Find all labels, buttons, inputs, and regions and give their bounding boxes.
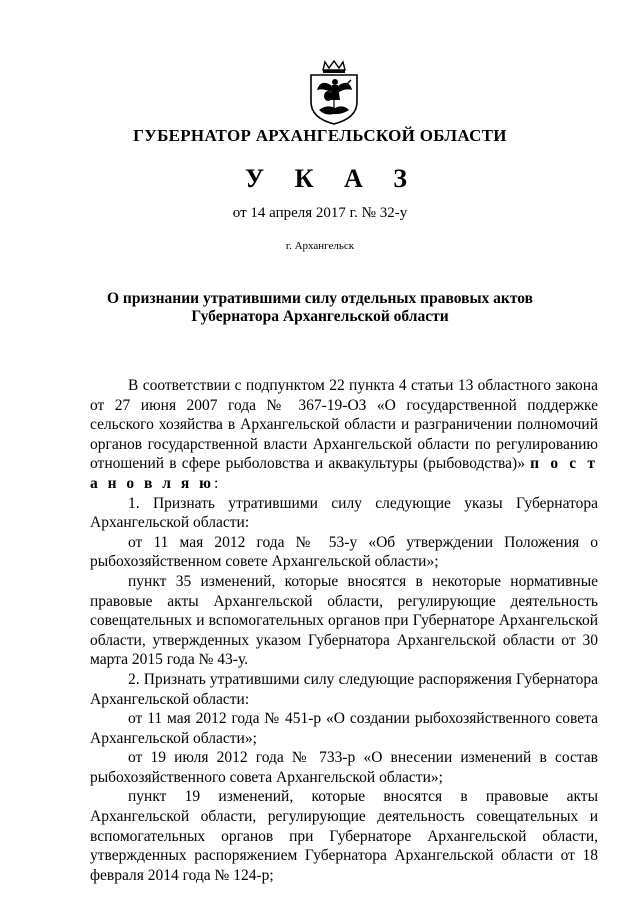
preamble-paragraph xyxy=(90,376,598,494)
heading-line-1: О признании утратившими силу отдельных правовых актов xyxy=(106,290,533,307)
item-2-a: от 11 мая 2012 года № 451-р «О создании рыбохозяйственного совета Архангельской области»; xyxy=(90,710,598,747)
item-2-intro: 2. Признать утратившими силу следующие распоряжения Губернатора Архангельской области: xyxy=(90,670,598,708)
document-heading xyxy=(0,290,640,326)
decree-colon: : xyxy=(213,474,219,492)
document-body xyxy=(90,376,598,885)
decree-word: п о с т а н о в л я ю xyxy=(90,455,598,492)
heading-line-2: Губернатора Архангельской области xyxy=(191,308,449,325)
item-1-b: пункт 35 изменений, которые вносятся в некоторые нормативные правовые акты Архангельской области, регулирующие деятельность совещательных и вспомогательных органов при Губернаторе Архангельской области, утвержденных указом Губернатора Архангельской области от 30 марта 2015 года № 43-у. xyxy=(90,572,598,669)
date-and-number: от 14 апреля 2017 г. № 32-у xyxy=(232,205,408,221)
authority-title: ГУБЕРНАТОР АРХАНГЕЛЬСКОЙ ОБЛАСТИ xyxy=(133,126,507,145)
item-1-intro: 1. Признать утратившими силу следующие указы Губернатора Архангельской области: xyxy=(90,494,598,532)
preamble-text: В соответствии с подпунктом 22 пункта 4 статьи 13 областного закона от 27 июня 2007 года № 367-19-ОЗ «О государственной поддержке сельского хозяйства в Архангельской области и разграничении полномочий органов государственной власти Архангельской области по регулированию отношений в сфере рыболовства и аквакультуры (рыбоводства)» xyxy=(90,377,598,473)
item-2-b: от 19 июля 2012 года № 733-р «О внесении изменений в состав рыбохозяйственного совета Архангельской области»; xyxy=(90,749,598,786)
city-name: г. Архангельск xyxy=(285,240,355,252)
item-2-c: пункт 19 изменений, которые вносятся в правовые акты Архангельской области, регулирующие деятельность совещательных и вспомогательных органов при Губернаторе Архангельской области, утвержденных распоряжением Губернатора Архангельской области от 18 февраля 2014 года № 124-р; xyxy=(90,788,598,884)
item-1-a: от 11 мая 2012 года № 53-у «Об утверждении Положения о рыбохозяйственном совете Архангельской области»; xyxy=(90,533,598,571)
document-type: У К А З xyxy=(245,164,419,193)
coat-of-arms-icon xyxy=(305,60,363,126)
